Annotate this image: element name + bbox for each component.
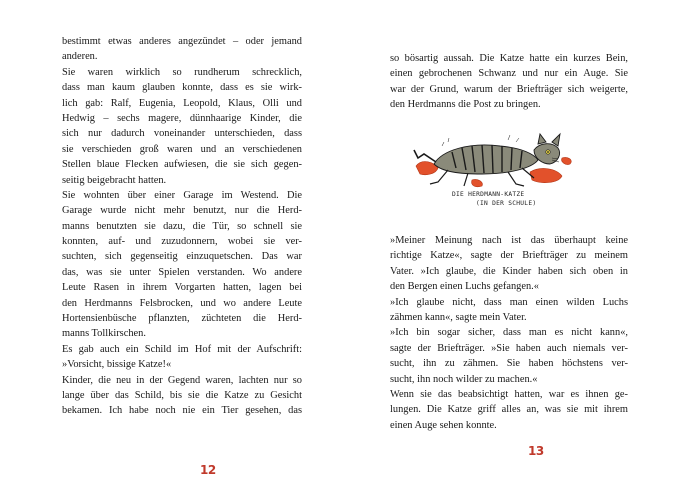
illustration-caption: DIE HERDMANN-KATZE <box>452 191 525 198</box>
right-page-text-top <box>390 51 628 113</box>
text-line: den Herdmanns die Post zu bringen. <box>390 99 541 111</box>
text-line: seitig beigebracht hatten. <box>62 174 167 186</box>
text-line: sucht, ihn zu zähmen. Sie haben höchstens ver- <box>390 358 628 370</box>
text-line: »Ich bin sogar sicher, dass man es nicht kann«, <box>390 327 628 339</box>
text-line: bestimmt etwas anderes angezündet – oder jemand <box>62 36 302 47</box>
page-number: 12 <box>200 463 216 477</box>
text-line: Vater. »Ich glaube, die Kinder haben sich oben in <box>390 265 628 277</box>
text-line: »Meiner Meinung nach ist das überhaupt keine <box>390 235 628 246</box>
text-line: so bösartig aussah. Die Katze hatte ein kurzes Bein, <box>390 53 628 64</box>
page-number: 13 <box>528 444 544 458</box>
text-line: lungen. Die Katze griff alles an, was sie mit ihrem <box>390 404 628 416</box>
text-line: zähmen kann«, sagte mein Vater. <box>390 311 527 323</box>
text-line: den Bergen einen Luchs gefangen.« <box>390 281 539 293</box>
text-line: Hedwig – sechs magere, dünnhaarige Kinder, die <box>62 112 302 124</box>
text-line: Es gab auch ein Schild im Hof mit der Aufschrift: <box>62 343 302 355</box>
text-line: suchten, sich gegenseitig einzuquetschen. Das war <box>62 251 302 263</box>
text-line: manns benutzten sie dazu, die Tür, so schnell sie <box>62 220 302 232</box>
text-line: Sie waren wirklich so rundherum schrecklich, <box>62 66 302 78</box>
text-line: einen Auge sehen konnte. <box>390 419 497 431</box>
text-line: sagte der Briefträger. »Sie haben auch niemals ver- <box>390 342 628 354</box>
text-line: Kinder, die neu in der Gegend waren, lachten nur so <box>62 374 302 386</box>
text-line: manns Tollkirschen. <box>62 328 146 340</box>
right-page-text-bottom <box>390 233 628 433</box>
text-line: sich nur dadurch voneinander unterschieden, dass <box>62 128 302 140</box>
text-line: anderen. <box>62 51 98 63</box>
text-line: Garage wurde nicht mehr benutzt, nur die Herd- <box>62 205 302 217</box>
text-line: »Ich glaube nicht, dass man einen wilden Luchs <box>390 296 628 308</box>
text-line: einen gebrochenen Schwanz und nur ein Auge. Sie <box>390 68 628 80</box>
text-line: den Herdmanns Felsbrocken, und wo andere Leute <box>62 297 302 309</box>
text-line: richtige Katze«, sagte der Briefträger zu meinem <box>390 250 628 262</box>
text-line: Leute Rasen in ihrem Vorgarten hatten, lagen bei <box>62 282 302 294</box>
text-line: Sie wohnten über einer Garage im Westend. Die <box>62 189 302 201</box>
text-line: dass man kaum glauben konnte, dass es sie wirk- <box>62 82 302 94</box>
text-line: konnten, auf- und zuzudonnern, wobei sie ver- <box>62 236 302 248</box>
text-line: »Vorsicht, bissige Katze!« <box>62 359 172 371</box>
text-line: lich gab: Ralf, Eugenia, Leopold, Klaus, Olli und <box>62 97 302 109</box>
text-line: war der Grund, warum der Briefträger sich weigerte, <box>390 83 628 95</box>
text-line: Stellen blaue Flecken aufwiesen, die sie sich gegen- <box>62 159 302 171</box>
text-line: lange über das Schild, bis sie die Katze zu Gesicht <box>62 389 302 401</box>
text-line: Hortensienbüsche pflanzten, züchteten die Herd- <box>62 313 302 325</box>
text-line: sucht, ihn noch wilder zu machen.« <box>390 373 538 385</box>
left-page <box>0 0 345 500</box>
text-line: das, was sie unter Spielen verstanden. Wo andere <box>62 266 302 278</box>
illustration-caption-sub: (IN DER SCHULE) <box>476 200 537 207</box>
left-page-text <box>62 34 302 419</box>
text-line: sie verschieden groß waren und an verschiedenen <box>62 143 302 155</box>
text-line: Wenn sie das beabsichtigt hatten, war es ihnen ge- <box>390 388 628 400</box>
text-line: bekamen. Ich habe noch nie ein Tier gesehen, das <box>62 405 302 417</box>
right-page <box>346 0 691 500</box>
